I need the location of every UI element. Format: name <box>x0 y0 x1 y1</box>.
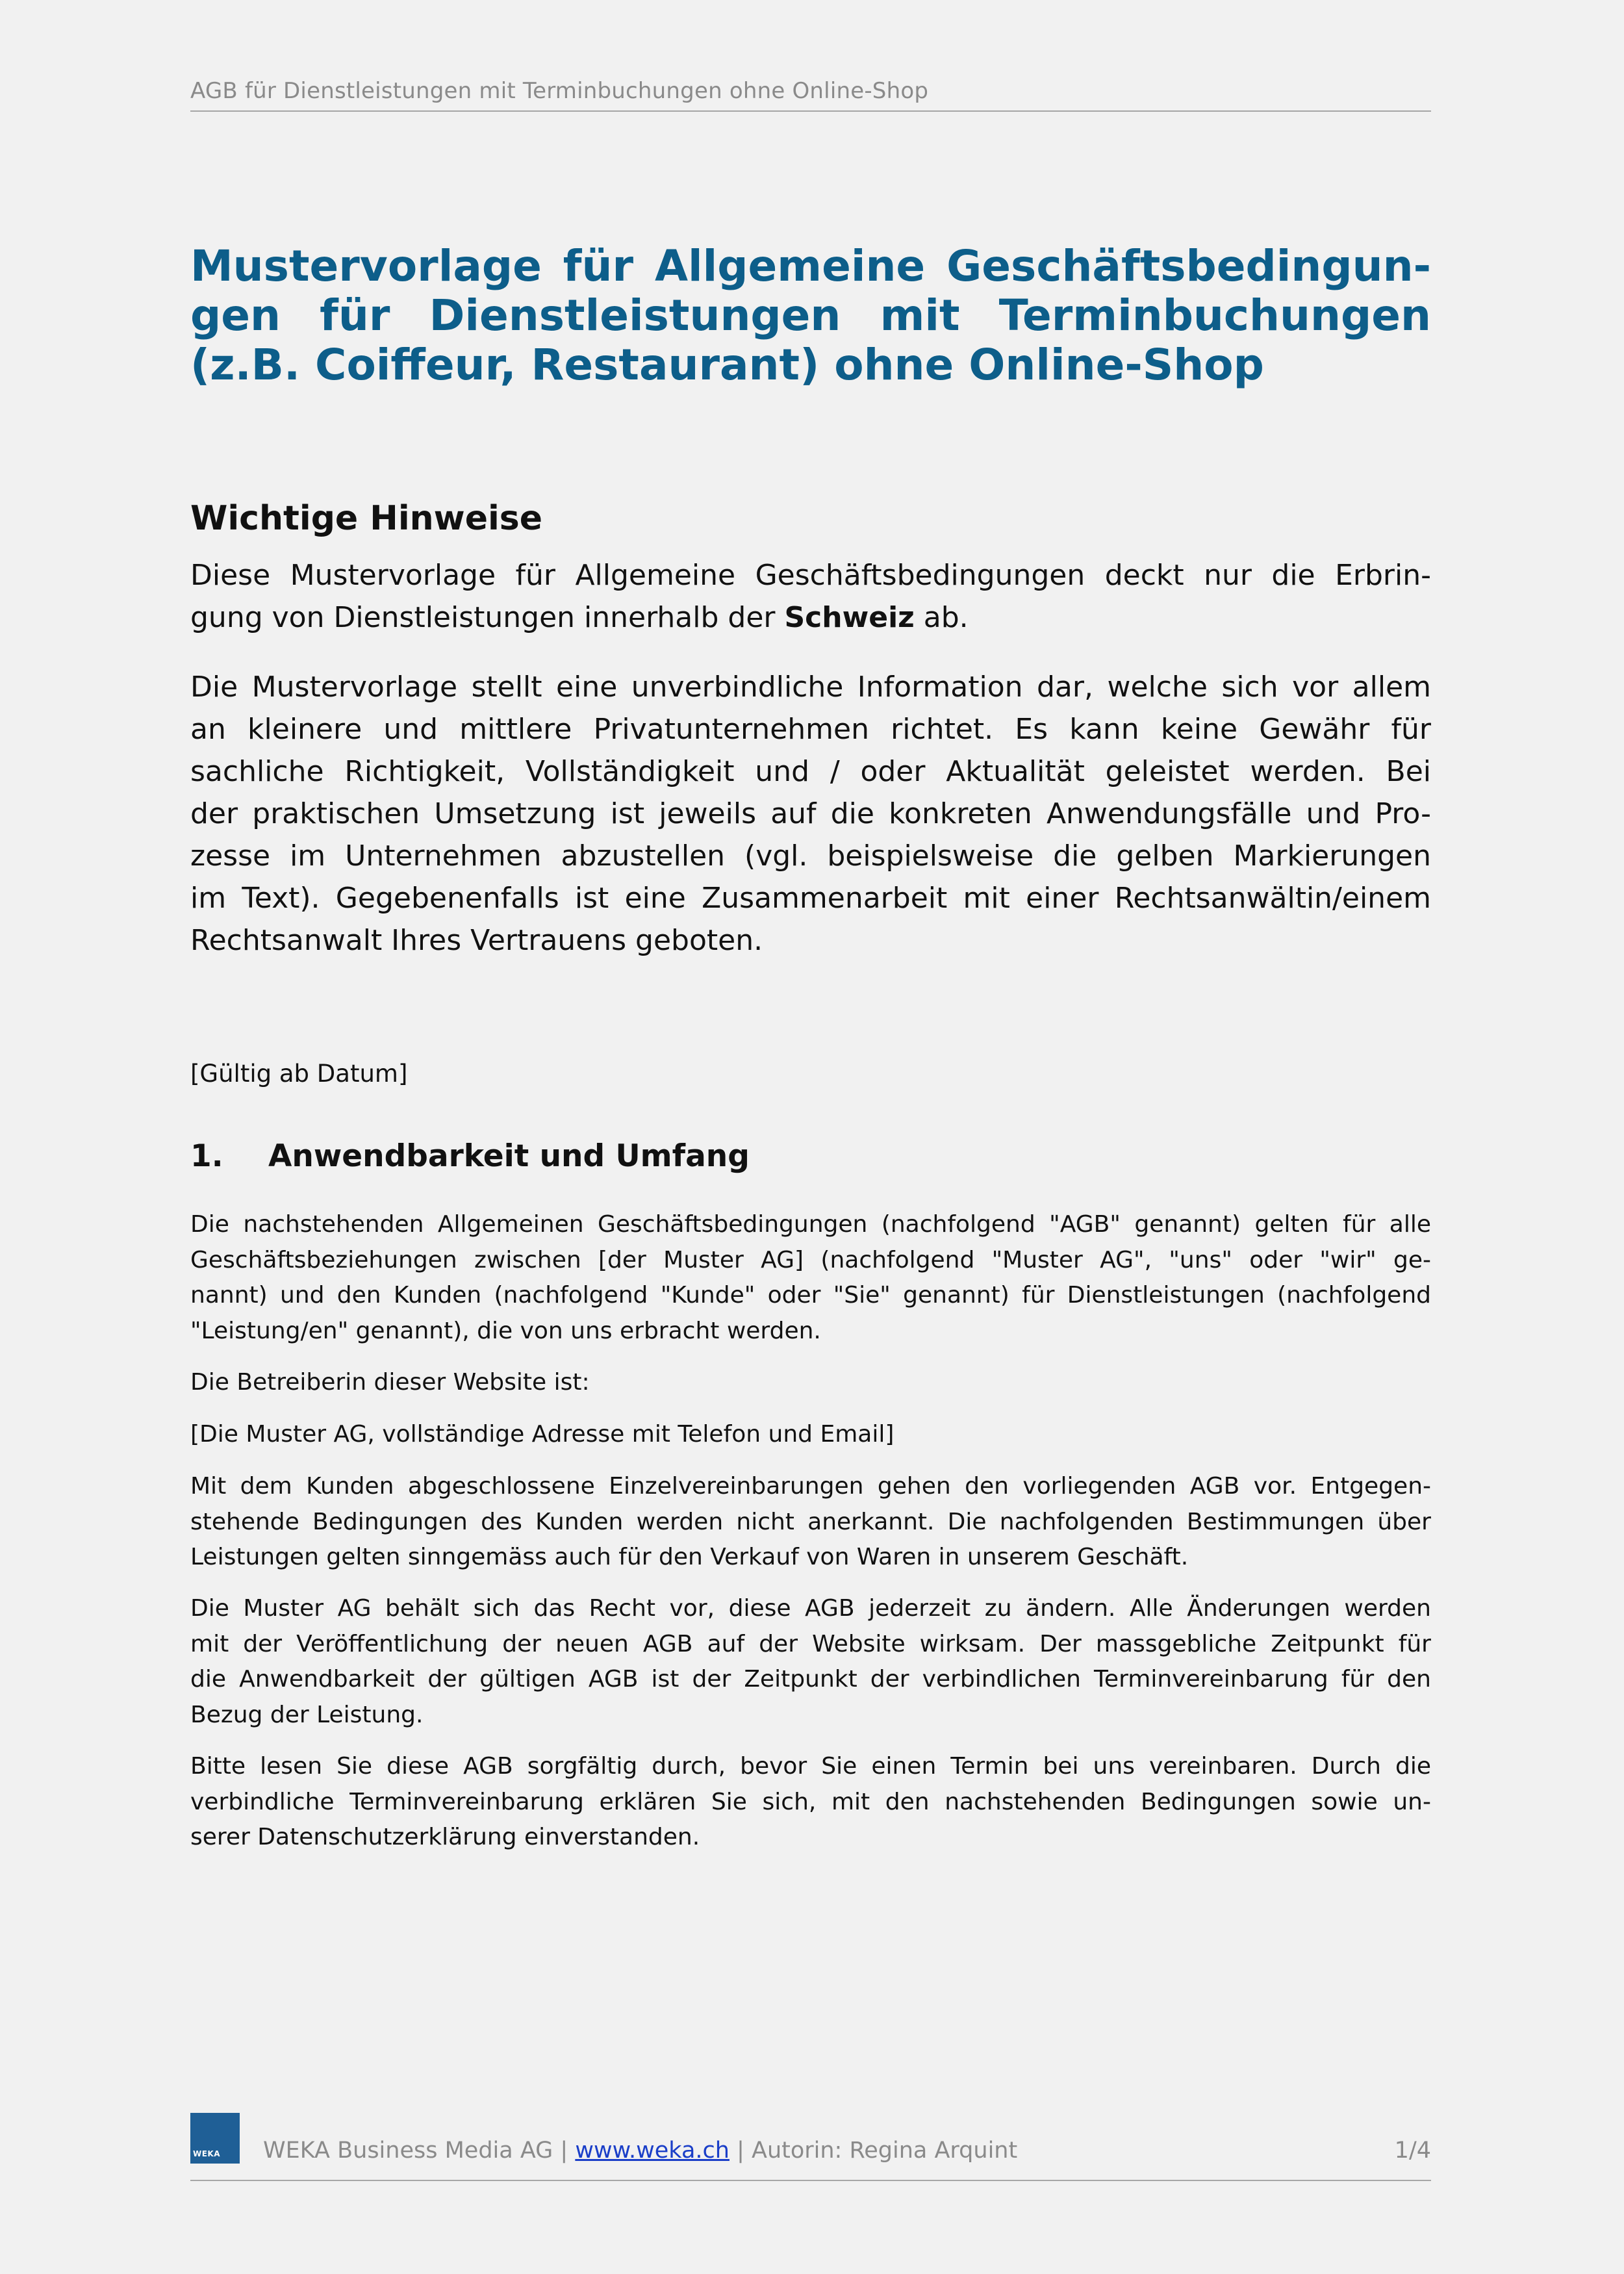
section-1-paragraph-2: Die Betreiberin dieser Website ist: <box>190 1369 590 1396</box>
header-divider <box>190 110 1431 112</box>
country-emphasis: Schweiz <box>784 601 915 634</box>
valid-from-date: [Gültig ab Datum] <box>190 1060 408 1088</box>
page-number: 1/4 <box>1394 2138 1431 2164</box>
footer-website-link[interactable]: www.weka.ch <box>575 2138 730 2164</box>
footer-separator: | <box>553 2138 576 2164</box>
paragraph-line: stehende Bedingungen des Kunden werden nicht anerkannt. Die nachfolgenden Bestimmungen über <box>190 1508 1431 1535</box>
title-line: gen für Dienstleistungen mit Terminbuchungen <box>190 290 1431 340</box>
paragraph-line: an kleinere und mittlere Privatunternehmen richtet. Es kann keine Gewähr für <box>190 713 1431 746</box>
paragraph-line: der praktischen Umsetzung ist jeweils auf die konkreten Anwendungsfälle und Pro- <box>190 797 1431 830</box>
notes-paragraph-2 <box>190 666 1431 962</box>
paragraph-line: Mit dem Kunden abgeschlossene Einzelvereinbarungen gehen den vorliegenden AGB vor. Entgegen- <box>190 1473 1431 1500</box>
section-title: Anwendbarkeit und Umfang <box>268 1138 750 1174</box>
paragraph-line: mit der Veröffentlichung der neuen AGB auf der Website wirksam. Der massgebliche Zeitpunkt für <box>190 1630 1431 1657</box>
section-1-address-placeholder: [Die Muster AG, vollständige Adresse mit Telefon und Email] <box>190 1421 894 1448</box>
title-line: (z.B. Coiffeur, Restaurant) ohne Online-Shop <box>190 340 1264 390</box>
paragraph-line: Leistungen gelten sinngemäss auch für den Verkauf von Waren in unserem Geschäft. <box>190 1544 1189 1570</box>
paragraph-line: im Text). Gegebenenfalls ist eine Zusammenarbeit mit einer Rechtsanwältin/einem <box>190 882 1431 915</box>
paragraph-line: verbindliche Terminvereinbarung erklären Sie sich, mit den nachstehenden Bedingungen sowie un- <box>190 1788 1431 1815</box>
notes-paragraph-1 <box>190 554 1431 639</box>
paragraph-line: Bezug der Leistung. <box>190 1701 424 1728</box>
text-run: ab. <box>914 601 969 634</box>
paragraph-line: Bitte lesen Sie diese AGB sorgfältig durch, bevor Sie einen Termin bei uns vereinbaren. Durch die <box>190 1753 1431 1780</box>
logo-text: WEKA <box>193 2149 221 2158</box>
title-line: Mustervorlage für Allgemeine Geschäftsbedingun- <box>190 241 1431 291</box>
paragraph-line: zesse im Unternehmen abzustellen (vgl. beispielsweise die gelben Markierungen <box>190 839 1431 873</box>
weka-logo <box>190 2113 240 2164</box>
section-1-paragraph-5 <box>190 1591 1431 1733</box>
section-number: 1. <box>190 1138 223 1174</box>
paragraph-line: serer Datenschutzerklärung einverstanden. <box>190 1824 700 1850</box>
paragraph-line: nannt) und den Kunden (nachfolgend "Kunde" oder "Sie" genannt) für Dienstleistungen (nachfolgend <box>190 1282 1431 1309</box>
paragraph-line: die Anwendbarkeit der gültigen AGB ist der Zeitpunkt der verbindlichen Terminvereinbarung für den <box>190 1666 1431 1693</box>
paragraph-line: Die nachstehenden Allgemeinen Geschäftsbedingungen (nachfolgend "AGB" genannt) gelten für alle <box>190 1211 1431 1238</box>
paragraph-line: Die Mustervorlage stellt eine unverbindliche Information dar, welche sich vor allem <box>190 671 1431 704</box>
paragraph-line: Rechtsanwalt Ihres Vertrauens geboten. <box>190 924 763 957</box>
document-title <box>190 242 1431 390</box>
section-1-heading <box>190 1138 750 1174</box>
paragraph-line: Geschäftsbeziehungen zwischen [der Muster AG] (nachfolgend "Muster AG", "uns" oder "wir" ge- <box>190 1246 1431 1273</box>
text-run: gung von Dienstleistungen innerhalb der <box>190 601 785 634</box>
footer-author: Autorin: Regina Arquint <box>752 2138 1018 2164</box>
section-1-paragraph-1 <box>190 1207 1431 1349</box>
notes-heading: Wichtige Hinweise <box>190 499 543 538</box>
paragraph-line: "Leistung/en" genannt), die von uns erbracht werden. <box>190 1317 821 1344</box>
paragraph-line: Diese Mustervorlage für Allgemeine Geschäftsbedingungen deckt nur die Erbrin- <box>190 559 1431 592</box>
footer-info <box>263 2138 1017 2164</box>
paragraph-line <box>190 596 1431 639</box>
section-1-paragraph-6 <box>190 1749 1431 1856</box>
footer-company: WEKA Business Media AG <box>263 2138 553 2164</box>
paragraph-line: sachliche Richtigkeit, Vollständigkeit und / oder Aktualität geleistet werden. Bei <box>190 755 1431 788</box>
footer-separator: | <box>729 2138 752 2164</box>
paragraph-line: Die Muster AG behält sich das Recht vor, diese AGB jederzeit zu ändern. Alle Änderungen werden <box>190 1595 1431 1622</box>
footer-divider <box>190 2180 1431 2181</box>
running-header: AGB für Dienstleistungen mit Terminbuchungen ohne Online-Shop <box>190 78 929 104</box>
section-1-paragraph-4 <box>190 1469 1431 1576</box>
